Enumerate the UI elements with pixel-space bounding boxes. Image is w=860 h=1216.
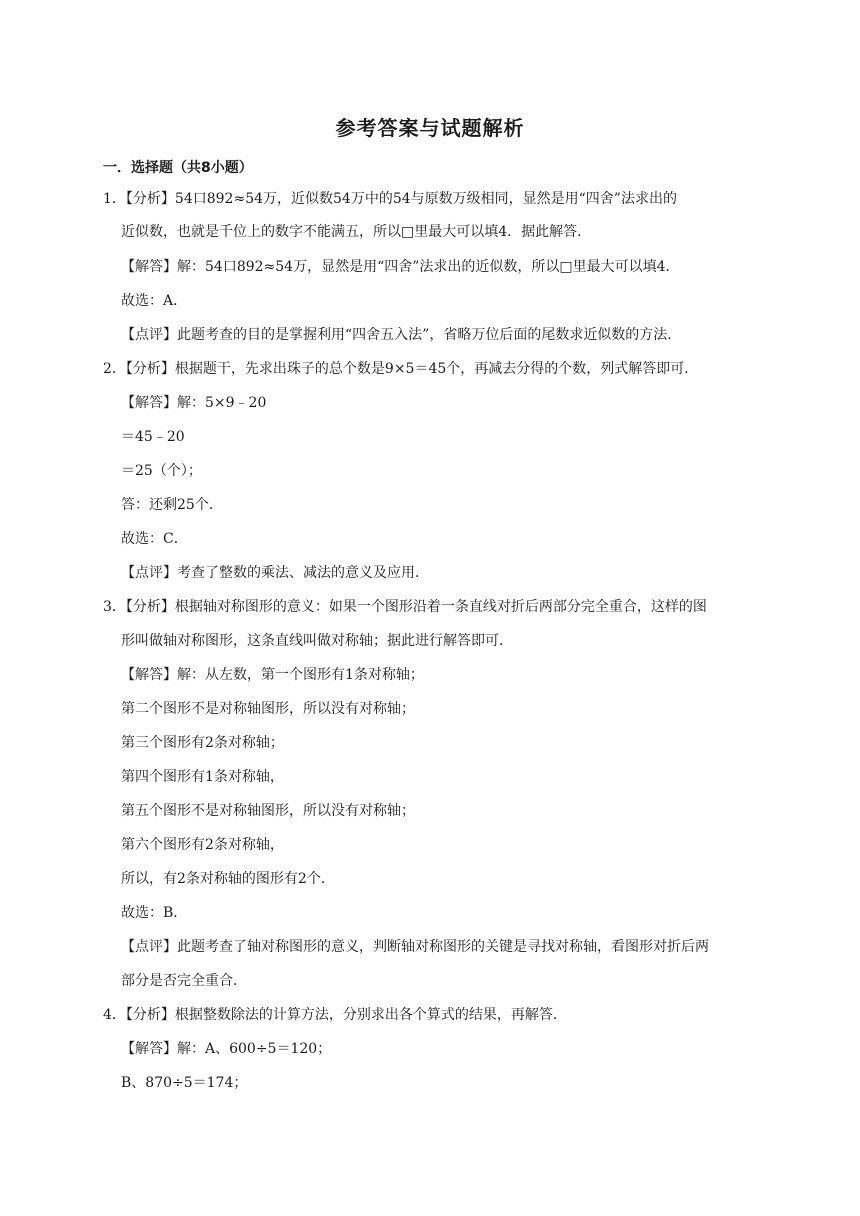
comment-text: 【点评】此题考查了轴对称图形的意义，判断轴对称图形的关键是寻找对称轴，看图形对折后两 [121,939,709,955]
comment-text-continued: 部分是否完全重合． [121,973,247,989]
solution-text: 第六个图形有2条对称轴， [121,837,284,853]
solution-text: 第四个图形有1条对称轴， [121,769,284,785]
solution-text: 【解答】解：54口892≈54万，显然是用“四舍”法求出的近似数，所以□里最大可以填4． [121,259,680,275]
solution-text: 【解答】解：5×9﹣20 [121,395,267,411]
question-2 [103,359,698,379]
question-number: 3． [103,599,126,615]
solution-text: ＝25（个）； [121,463,202,479]
question-3 [103,597,707,617]
choice-text: 故选：C． [121,531,188,547]
solution-text: 【解答】解：从左数，第一个图形有1条对称轴； [121,667,424,683]
question-number: 4． [103,1007,126,1023]
choice-text: 故选：A． [121,293,188,309]
question-4 [103,1005,567,1025]
solution-text: 第三个图形有2条对称轴； [121,735,284,751]
question-number: 1． [103,191,126,207]
solution-text: 第五个图形不是对称轴图形，所以没有对称轴； [121,803,415,819]
solution-text: 第二个图形不是对称轴图形，所以没有对称轴； [121,701,415,717]
analysis-text: 【分析】根据整数除法的计算方法，分别求出各个算式的结果，再解答． [125,1007,567,1023]
question-number: 2． [103,361,126,377]
comment-text: 【点评】此题考查的目的是掌握利用“四舍五入法”，省略万位后面的尾数求近似数的方法． [121,327,682,343]
analysis-text: 【分析】根据题干，先求出珠子的总个数是9×5＝45个，再减去分得的个数，列式解答即可． [125,361,699,377]
analysis-text: 【分析】54口892≈54万，近似数54万中的54与原数万级相同，显然是用“四舍”法求出的 [125,191,677,207]
solution-text: 所以，有2条对称轴的图形有2个． [121,871,335,887]
solution-text: ＝45﹣20 [121,429,185,445]
page-title: 参考答案与试题解析 [335,116,525,140]
comment-text: 【点评】考查了整数的乘法、减法的意义及应用． [121,565,429,581]
analysis-text: 【分析】根据轴对称图形的意义：如果一个图形沿着一条直线对折后两部分完全重合，这样的图 [125,599,707,615]
solution-text: B、870÷5＝174； [121,1075,248,1091]
question-1 [103,189,677,209]
section-heading: 一．选择题（共8小题） [103,160,253,176]
analysis-text-continued: 形叫做轴对称图形，这条直线叫做对称轴；据此进行解答即可． [121,633,513,649]
answer-text: 答：还剩25个． [121,497,223,513]
analysis-text-continued: 近似数，也就是千位上的数字不能满五，所以□里最大可以填4．据此解答． [121,224,592,240]
choice-text: 故选：B． [121,905,188,921]
solution-text: 【解答】解：A、600÷5＝120； [121,1041,332,1057]
